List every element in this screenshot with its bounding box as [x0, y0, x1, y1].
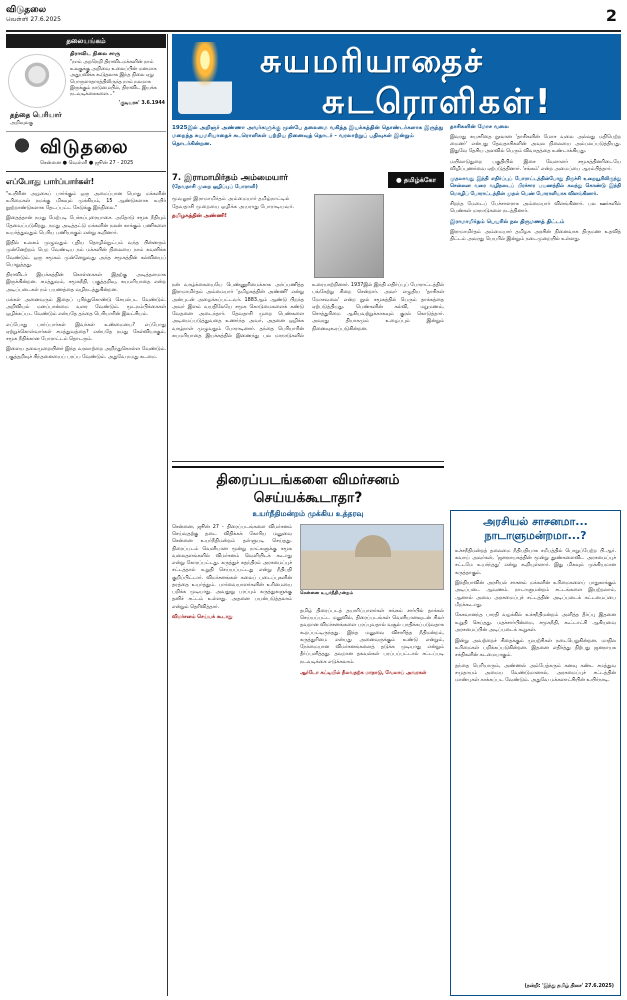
court-body-a: [172, 524, 292, 984]
masthead-title: விடுதலை: [40, 136, 129, 159]
court-subheading: விமர்சனம் செய்யக் கூடாது: [172, 613, 233, 620]
thought-box: [6, 48, 166, 132]
image-caption: சென்னை உயர்நீதிமன்றம்: [300, 590, 354, 596]
thought-author: திராவிட நிலை சாரு: [70, 51, 121, 58]
masthead-sub: சென்னை ● வெள்ளி ● ஜூன் 27 - 2025: [40, 160, 134, 167]
court-columns: [172, 524, 444, 984]
court-headline: திரைப்படங்களை விமர்சனம் செய்யக்கூடாதா?: [216, 472, 400, 506]
opinion-paragraph: கேசவானந்த பாரதி வழக்கில் உச்சநீதிமன்றம் அளித்த தீர்ப்பு இதனை உறுதி செய்தது. மதச்சார்பின்மை, சமூகநீதி, கூட்டாட்சி ஆகியவை அரசமைப்பின் அடிப்படைக் கூறுகள்.: [455, 612, 616, 634]
editorial-paragraph: இளைய தலைமுறையினர் இந்த வரலாற்றை அறிந்துகொள்ள வேண்டும். பகுத்தறிவுச் சிந்தனையைப் பரப்ப வேண்டும். அதுவே நமது கடமை.: [6, 346, 166, 360]
opinion-headline: அரசியல் சாசனமா... நாடாளுமன்றமா...?: [483, 515, 588, 543]
masthead-logo-icon: [10, 137, 34, 165]
continuation-paragraph: இவரது சுயசரிதை நூலான 'தாசிகளின் மோச வலை அல்லது மதிபெற்ற மைனர்' என்பது தேவதாசிகளின் அவல நிலையை அம்பலப்படுத்தியது. இதுவே தேசிய அளவில் பெரும் விவாதத்தை உண்டாக்கியது.: [450, 133, 621, 155]
person-name: தந்தை பெரியார்: [10, 111, 62, 120]
continuation-subheading: இராமாமிர்தம் பெயரில் நல திருமணத் திட்டம்: [450, 219, 565, 226]
person-title: அறிவுலகு: [10, 120, 34, 127]
header-rule: [6, 30, 621, 32]
page-number: 2: [605, 6, 617, 25]
court-news-article: [172, 466, 444, 996]
continuation-body: [450, 134, 621, 243]
editorial-body: [6, 191, 166, 361]
feature-photo: [314, 194, 384, 278]
bottom-heading: ஆர்டோ கட்டியில் நீலவதற்க மாநாடு, வேலாய் அவரகள்: [300, 669, 427, 676]
issue-date: வெள்ளி 27.6.2025: [6, 16, 61, 23]
editorial-paragraph: இதில் உலகம் முழுவதும் புதிய தொழில்நுட்பம் வந்த பின்னரும் முன்னேற்றம் பெற வேண்டிய நம் மக்களின் நிலையை நாம் கவனிக்க வேண்டும். ஒரு சமூகம் முன்னேறுவது அந்த சமூகத்தின் கல்வியைப் பொறுத்தது.: [6, 240, 166, 268]
feature-continuation: [450, 124, 621, 504]
dome-shape: [355, 535, 391, 557]
series-banner: [172, 34, 621, 120]
column-divider: [167, 34, 168, 996]
continuation-paragraph: இராமாமிர்தம் அம்மையார் தமிழக அரசின் நினைவாக திருமண உதவித் திட்டம் அவரது பெயரில் இன்றும் நடைமுறையில் உள்ளது.: [450, 228, 621, 242]
opinion-paragraph: இன்று அவற்றைச் சிதைக்கும் முயற்சிகள் நடைபெறுகின்றன. மாநில உரிமைகள் பறிக்கப்படுகின்றன. இதனை எதிர்த்து நிற்பது ஜனநாயக சக்திகளின் கடமையாகும்.: [455, 637, 616, 659]
editorial-paragraph: இதைத்தான் நமது மேற்படி பேச்சுப்புரையாசை. அதோடு சமூக நீதியும் தேவைப்படுகிறது. நமது அடித்தட்டு மக்களின் நலன் காக்கும் பணிகளை உயர்த்துவதும் பெரிய பணியாகும் என்று கூறினார்.: [6, 215, 166, 236]
opinion-box: [450, 510, 621, 996]
editorial-paragraph: எப்போது பார்ப்பார்கள் இவர்கள் உண்மையை? எப்போது ஏற்றுக்கொள்வார்கள் சமத்துவத்தை? என்பதே நமது கேள்வியாகும். சமூக நீதிக்கான போராட்டம் தொடரும்.: [6, 321, 166, 343]
continuation-paragraph: மயிலாடுதுறை பகுதியில் இசை வேளாளர் சமூகத்தினரிடையே விழிப்புணர்வை ஏற்படுத்தினார். 'சங்கம்' என்ற அமைப்பை ஆரம்பித்தார்.: [450, 158, 621, 172]
quote-ref: 'குடியரசு' 3.6.1944: [118, 100, 165, 106]
opinion-paragraph: தந்தை பெரியாரும், அண்ணல் அம்பேத்கரும் கனவு கண்ட சமத்துவ சமுதாயம் அமைய வேண்டுமானால், அரசமைப்புச் சட்டத்தின் மாண்புகள் காக்கப்பட வேண்டும். அதுவே மக்களாட்சியின் உயிர்நாடி.: [455, 662, 616, 684]
paper-name: விடுதலை: [6, 5, 47, 15]
feature-body: நன் வாழ்க்கையையே பெண்ணுரிமைக்காக அர்ப்பணித்த இராமாமிர்தம் அம்மையார் 'தமிழகத்தின் அண்ணி' என்று அன்புடன் அழைக்கப்பட்டவர். 1883ஆம் ஆண்டு பிறந்த அவர் இளம் வயதிலேயே சமூக கொடுமைகளைக் கண்டு வேதனை அடைந்தார். தேவதாசி முறை பெண்களை அடிமைப்படுத்துவதை உணர்ந்த அவர், அதனை ஒழிக்க வாழ்நாள் முழுவதும் போராடினார். தந்தை பெரியாரின் சுயமரியாதை இயக்கத்தில் இணைந்து பல மாநாடுகளில் உரையாற்றினார். 1937இல் இந்தி எதிர்ப்புப் போராட்டத்தில் பங்கேற்று சிறை சென்றார். அவர் எழுதிய 'தாசிகள் மோசவலை' என்ற நூல் சமூகத்தில் பெரும் தாக்கத்தை ஏற்படுத்தியது. பெண்களின் கல்வி, மறுமணம், சொத்துரிமை ஆகியவற்றுக்காகவும் குரல் கொடுத்தார். அவரது தியாகமும் உழைப்பும் இன்றும் நினைவுகூரப்படுகின்றன.: [172, 282, 444, 339]
page-header: [6, 4, 621, 30]
opinion-source: (நன்றி: 'இந்து தமிழ் திசை' 27.6.2025): [524, 984, 614, 990]
court-subheadline: உயர்நீதிமன்றம் முக்கிய உத்தரவு: [252, 509, 364, 518]
left-column: [6, 34, 166, 996]
court-body-b: [300, 608, 444, 988]
editorial-paragraph: "உயிரின அழகைப் பார்க்கும் ஒரு அமைப்பான பொது மக்களின் உரிமைகள் நமக்கு மிகவும் முக்கியம், 15 ஆண்டுகளாக உயிர் நூற்றாண்டுகளாக தேடப்பட்ட கேடுக்கு இந்நிலை.": [6, 190, 166, 212]
main-area: [172, 34, 621, 996]
periyar-portrait: [8, 54, 66, 108]
thought-quote: [70, 60, 165, 107]
feature-role: (தேவதாசி முறை ஒழிப்புப் போராளி): [172, 184, 258, 191]
editorial-title: எப்போது பார்ப்பார்கள்!: [6, 177, 95, 187]
court-body-text: சென்னை, ஜூன் 27 - திரைப்படங்களை விமர்சனம் செய்வதற்கு தடை விதிக்கக் கோரிய மனுவை சென்னை உயர்நீதிமன்றம் தள்ளுபடி செய்தது. திரைப்படம் வெளியான மூன்று நாட்களுக்கு சமூக வலைதளங்களில் விமர்சனம் வெளியிடக் கூடாது என்று கோரப்பட்டது. கருத்துச் சுதந்திரம் அரசமைப்புச் சட்டத்தால் உறுதி செய்யப்பட்டது என்று நீதிபதி குறிப்பிட்டார். விமர்சனங்கள் கலைப் படைப்புகளின் தரத்தை உயர்த்தும். பார்வையாளர்களின் உரிமையை பறிக்க முடியாது. அவதூறு பரப்பும் கருத்துகளுக்கு தனிச் சட்டம் உள்ளது. அதனை பயன்படுத்தலாம் என்றும் தெரிவித்தார்.: [172, 523, 292, 610]
editorial-paragraph: மக்கள் அனைவரும் இதைப் புரிந்துகொண்டு செயல்பட வேண்டும். அறிவியல் மனப்பான்மை வளர வேண்டும். மூடநம்பிக்கைகள் ஒழிக்கப்பட வேண்டும் என்பதே தந்தை பெரியாரின் இலட்சியம்.: [6, 296, 166, 318]
quote-text: "நாம் அறநெறி திராவிடமக்களின் நாம் உலகுக்கு அறிவை உலைப்பின் மனமாக அதுபவிக்க கூடுதலாக இந்த நிலை ஏறு பொருளாதாரத்திலிருந்த நாம் நலமாக இருக்கும் நாடுமையில், திராவிட இயக்க நடவடிக்கைகளை...": [70, 60, 157, 98]
feature-article: [172, 172, 444, 462]
feature-title: 7. இராமாமிர்தம் அம்மையார்: [172, 173, 288, 183]
continuation-paragraph: சிறந்த மேடைப் பேச்சாளராக அம்மையார் விளங்கினார். பல ஊர்களில் பெண்கள் மாநாடுகளை நடத்தினார்.: [450, 200, 621, 215]
feature-lead-block: [172, 196, 312, 221]
thought-bar: தலையங்கம்: [6, 34, 166, 48]
author-tag: ● தமிழ்க்கோ: [388, 172, 444, 188]
opinion-paragraph: இந்தியாவின் அரசியல் சாசனம் மக்களின் உரிமைகளைப் பாதுகாக்கும் அடிப்படை ஆவணம். நாடாளுமன்றம் சட்டங்களை இயற்றலாம், ஆனால் அவை அரசமைப்புச் சட்டத்தின் அடிப்படைக் கட்டமைப்பை மீறக்கூடாது.: [455, 580, 616, 609]
feature-subhead: தமிழகத்தின் அண்ணி!: [172, 213, 227, 220]
opinion-body: [455, 548, 616, 685]
banner-line-2: சுடரொளிகள்!: [322, 82, 553, 120]
court-body-text: தமிழ் திரைப்படத் தயாரிப்பாளர்கள் சங்கம் சார்பில் தாக்கல் செய்யப்பட்ட மனுவில், திரைப்படங்கள் வெளியானவுடன் சிலர் தவறான விமர்சனங்களை பரப்புவதால் வசூல் பாதிக்கப்படுவதாக கூறப்பட்டிருந்தது. இந்த மனுவை விசாரித்த நீதிமன்றம், கருத்துரிமை என்பது அனைவருக்கும் உண்டு என்றும், நேர்மையான விமர்சனங்களைத் தடுக்க முடியாது என்றும் தீர்ப்பளித்தது. தவறான தகவல்கள் பரப்பப்பட்டால் சட்டப்படி நடவடிக்கை எடுக்கலாம்.: [300, 607, 444, 665]
continuation-heading: தாசிகளின் மோச வலை: [450, 124, 509, 130]
opinion-paragraph: உச்சநீதிமன்றத் தலைமை நீதிபதியாக சமீபத்தில் பொறுப்பேற்ற பி.ஆர். கவாய் அவர்கள், 'ஜனநாயகத்தின் மூன்று தூண்களைவிட அரசமைப்புச் சட்டமே உயர்ந்தது' என்று கூறியுள்ளார். இது மிகவும் முக்கியமான கருத்தாகும்.: [455, 547, 616, 576]
continuation-paragraph: முதலாவது இந்தி எதிர்ப்புப் போராட்டத்தின்போது திருச்சி உறையூரிலிருந்து சென்னை வரை வழிநடைப் பிரச்சார பயணத்தில் கலந்து கொண்டு இந்தி மொழிப் போராட்டத்தின் முதல் பெண் போராளியாக விளங்கினார்.: [450, 176, 621, 197]
editorial-paragraph: திராவிடர் இயக்கத்தின் கொள்கைகள் இதற்கு அடித்தளமாக இருக்கின்றன. சமத்துவம், சமூகநீதி, பகுத்தறிவு, சுயமரியாதை என்ற அடிப்படைகள் நம் பயணத்தை வழிநடத்துகின்றன.: [6, 272, 166, 293]
series-intro: 1925இல் அறிஞர் அண்ணா அவர்களுக்கு முன்பே தலைமை வகித்த இயக்கத்தின் தொண்டர்களாக இருந்து மறைந்த சுயமரியாதைச் சுடரொளிகள் பற்றிய நினைவுத் தொடர் - வரலாற்றுப் பதிவுகள் இன்றும் தொடர்கின்றன.: [172, 125, 444, 148]
banner-line-1: சுயமரியாதைச்: [260, 42, 485, 80]
masthead: [6, 132, 166, 172]
court-building-image: [300, 524, 444, 590]
candle-icon: [178, 42, 232, 114]
feature-lead: மூவலூர் இராமாமிர்தம் அம்மையார் தமிழ்நாட்டில் தேவதாசி முறையை ஒழிக்க அயராது போராடியவர்.: [172, 196, 295, 210]
